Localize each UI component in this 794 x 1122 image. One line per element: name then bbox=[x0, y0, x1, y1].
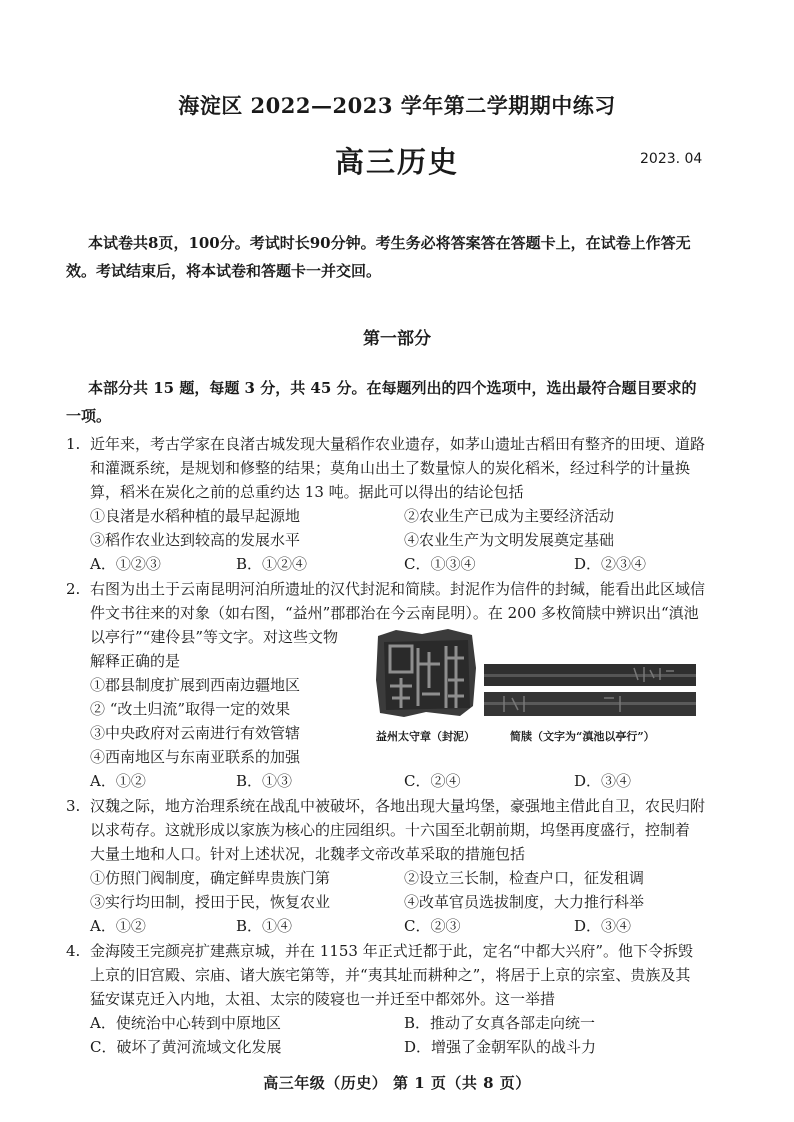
q2-statement-1: ①郡县制度扩展到西南边疆地区 bbox=[90, 676, 301, 694]
q2-statement-3: ③中央政府对云南进行有效管辖 bbox=[90, 724, 301, 742]
q4-number: 4. bbox=[66, 942, 81, 960]
q1-statement-3: ③稻作农业达到较高的发展水平 bbox=[90, 531, 301, 549]
q3-statement-3: ③实行均田制，授田于民，恢复农业 bbox=[90, 893, 331, 911]
q1-stem-line-1: 近年来，考古学家在良渚古城发现大量稻作农业遗存，如茅山遗址古稻田有整齐的田埂、道路 bbox=[90, 435, 706, 453]
q3-option-b: B．①④ bbox=[236, 917, 293, 935]
q2-option-c: C．②④ bbox=[404, 772, 461, 790]
q4-option-c: C．破坏了黄河流域文化发展 bbox=[90, 1038, 282, 1056]
page-footer: 高三年级（历史） 第 1 页（共 8 页） bbox=[263, 1074, 531, 1092]
q4-stem-line-3: 猛安谋克迁入内地，太祖、太宗的陵寝也一并迁至中都郊外。这一举措 bbox=[90, 990, 556, 1008]
exam-title: 海淀区 2022—2023 学年第二学期期中练习 bbox=[178, 93, 616, 118]
q2-number: 2. bbox=[66, 580, 81, 598]
q1-option-d: D．②③④ bbox=[574, 555, 647, 573]
q3-stem-line-3: 大量土地和人口。针对上述状况，北魏孝文帝改革采取的措施包括 bbox=[90, 845, 526, 863]
q3-statement-4: ④改革官员选拔制度，大力推行科举 bbox=[404, 893, 645, 911]
q2-stem-line-1: 右图为出土于云南昆明河泊所遗址的汉代封泥和简牍。封泥作为信件的封缄，能看出此区域信 bbox=[90, 580, 706, 598]
q2-stem-line-4: 解释正确的是 bbox=[90, 652, 181, 670]
q2-stem-line-3: 以亭行”“建伶县”等文字。对这些文物 bbox=[90, 628, 339, 646]
q3-option-d: D．③④ bbox=[574, 917, 632, 935]
q2-option-b: B．①③ bbox=[236, 772, 293, 790]
q1-option-a: A．①②③ bbox=[90, 555, 161, 573]
q2-option-a: A．①② bbox=[90, 772, 146, 790]
seal-caption: 益州太守章（封泥） bbox=[376, 730, 475, 743]
q1-number: 1. bbox=[66, 435, 81, 453]
part-intro-line-1: 本部分共 15 题，每题 3 分，共 45 分。在每题列出的四个选项中，选出最符合题目要求的 bbox=[88, 379, 697, 397]
q2-statement-4: ④西南地区与东南亚联系的加强 bbox=[90, 748, 301, 766]
subject-title: 高三历史 bbox=[334, 145, 459, 179]
q1-stem-line-2: 和灌溉系统，是规划和修整的结果；莫角山出土了数量惊人的炭化稻米，经过科学的计量换 bbox=[90, 459, 691, 477]
q3-statement-2: ②设立三长制，检查户口，征发租调 bbox=[404, 869, 645, 887]
slips-caption: 简牍（文字为“滇池以亭行”） bbox=[510, 730, 655, 743]
clay-seal-photo bbox=[374, 628, 478, 718]
q1-stem-line-3: 算，稻米在炭化之前的总重约达 13 吨。据此可以得出的结论包括 bbox=[90, 483, 524, 501]
q4-stem-line-1: 金海陵王完颜亮扩建燕京城，并在 1153 年正式迁都于此，定名“中都大兴府”。他下令拆毁 bbox=[90, 942, 694, 960]
q2-stem-line-2: 件文书往来的对象（如右图，“益州”郡郡治在今云南昆明）。在 200 多枚简牍中辨识出“滇池 bbox=[90, 604, 699, 622]
q3-statement-1: ①仿照门阀制度，确定鲜卑贵族门第 bbox=[90, 869, 331, 887]
q1-statement-4: ④农业生产为文明发展奠定基础 bbox=[404, 531, 615, 549]
q3-option-a: A．①② bbox=[90, 917, 146, 935]
q4-option-a: A．使统治中心转到中原地区 bbox=[90, 1014, 281, 1032]
q4-option-d: D．增强了金朝军队的战斗力 bbox=[404, 1038, 597, 1056]
bamboo-slips-photo bbox=[484, 662, 696, 718]
q1-statement-1: ①良渚是水稻种植的最早起源地 bbox=[90, 507, 301, 525]
q4-option-b: B．推动了女真各部走向统一 bbox=[404, 1014, 596, 1032]
q1-option-b: B．①②④ bbox=[236, 555, 308, 573]
part-title: 第一部分 bbox=[363, 329, 431, 349]
q2-option-d: D．③④ bbox=[574, 772, 632, 790]
q3-number: 3. bbox=[66, 797, 81, 815]
exam-date: 2023. 04 bbox=[640, 151, 703, 167]
q2-statement-2: ② “改土归流”取得一定的效果 bbox=[90, 700, 291, 718]
q1-option-c: C．①③④ bbox=[404, 555, 476, 573]
q3-stem-line-2: 以求苟存。这就形成以家族为核心的庄园组织。十六国至北朝前期，坞堡再度盛行，控制着 bbox=[90, 821, 691, 839]
q4-stem-line-2: 上京的旧宫殿、宗庙、诸大族宅第等，并“夷其址而耕种之”，将居于上京的宗室、贵族及其 bbox=[90, 966, 691, 984]
part-intro-line-2: 一项。 bbox=[66, 407, 112, 425]
q3-stem-line-1: 汉魏之际，地方治理系统在战乱中被破坏，各地出现大量坞堡，豪强地主借此自卫，农民归附 bbox=[90, 797, 706, 815]
instructions-line-2: 效。考试结束后，将本试卷和答题卡一并交回。 bbox=[66, 262, 382, 280]
q3-option-c: C．②③ bbox=[404, 917, 461, 935]
instructions-line-1: 本试卷共8页，100分。考试时长90分钟。考生务必将答案答在答题卡上，在试卷上作答无 bbox=[88, 234, 691, 252]
q1-statement-2: ②农业生产已成为主要经济活动 bbox=[404, 507, 615, 525]
